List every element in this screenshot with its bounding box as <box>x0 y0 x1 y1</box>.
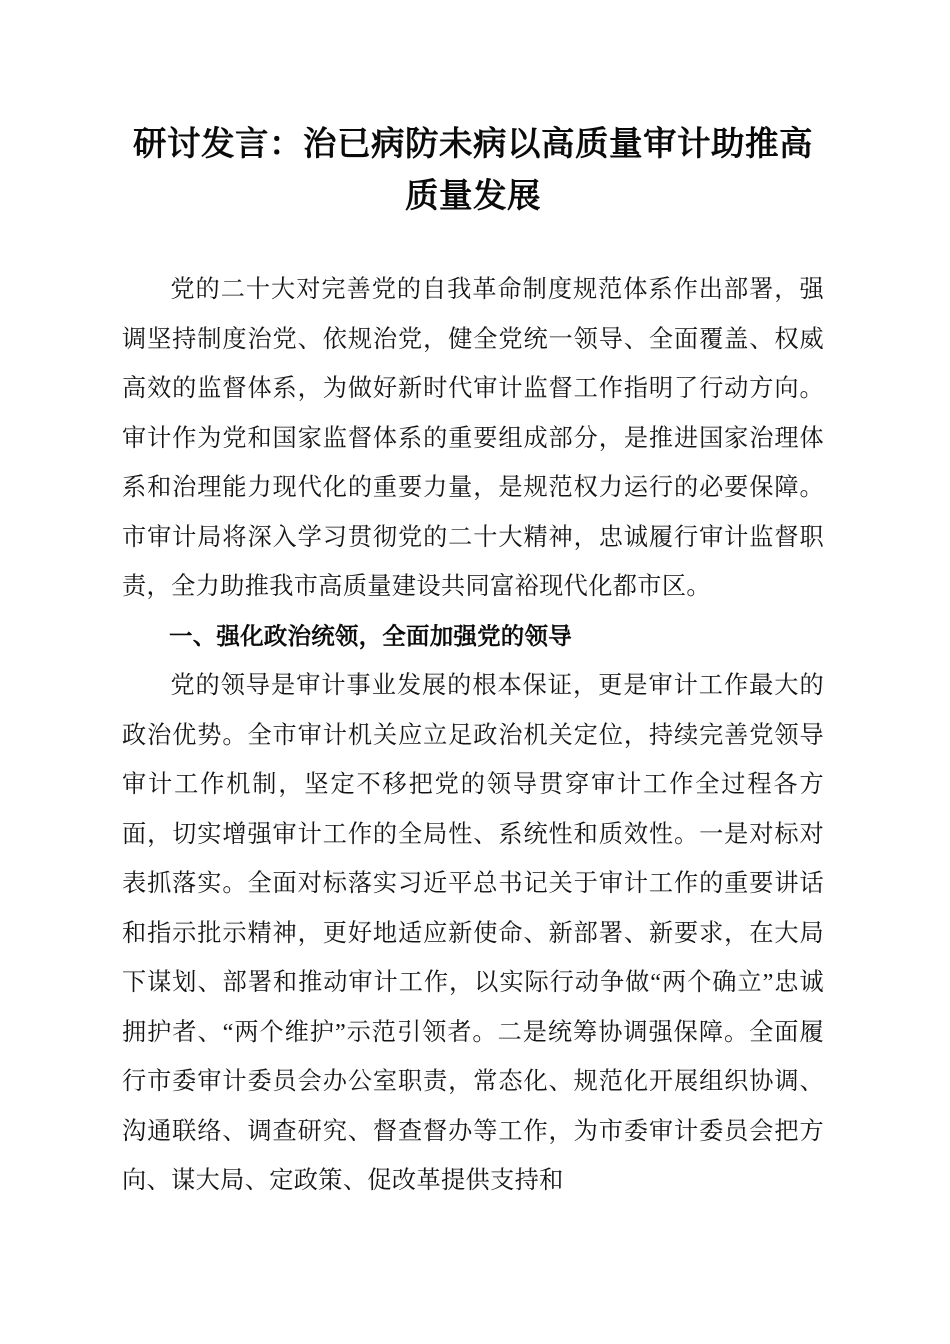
document-body <box>122 118 824 1206</box>
page-title <box>122 118 824 222</box>
page-title-line-2: 质量发展 <box>405 176 541 215</box>
page-title-line-1: 研讨发言：治已病防未病以高质量审计助推高 <box>133 124 813 163</box>
section-1-paragraph: 党的领导是审计事业发展的根本保证，更是审计工作最大的政治优势。全市审计机关应立足政治机关定位，持续完善党领导审计工作机制，坚定不移把党的领导贯穿审计工作全过程各方面，切实增强审计工作的全局性、系统性和质效性。一是对标对表抓落实。全面对标落实习近平总书记关于审计工作的重要讲话和指示批示精神，更好地适应新使命、新部署、新要求，在大局下谋划、部署和推动审计工作，以实际行动争做“两个确立”忠诚拥护者、“两个维护”示范引领者。二是统筹协调强保障。全面履行市委审计委员会办公室职责，常态化、规范化开展组织协调、沟通联络、调查研究、督查督办等工作，为市委审计委员会把方向、谋大局、定政策、促改革提供支持和 <box>122 672 824 1194</box>
section-heading-1: 一、强化政治统领，全面加强党的领导 <box>169 621 572 650</box>
intro-paragraph: 党的二十大对完善党的自我革命制度规范体系作出部署，强调坚持制度治党、依规治党，健全党统一领导、全面覆盖、权威高效的监督体系，为做好新时代审计监督工作指明了行动方向。审计作为党和国家监督体系的重要组成部分，是推进国家治理体系和治理能力现代化的重要力量，是规范权力运行的必要保障。市审计局将深入学习贯彻党的二十大精神，忠诚履行审计监督职责，全力助推我市高质量建设共同富裕现代化都市区。 <box>122 276 824 600</box>
